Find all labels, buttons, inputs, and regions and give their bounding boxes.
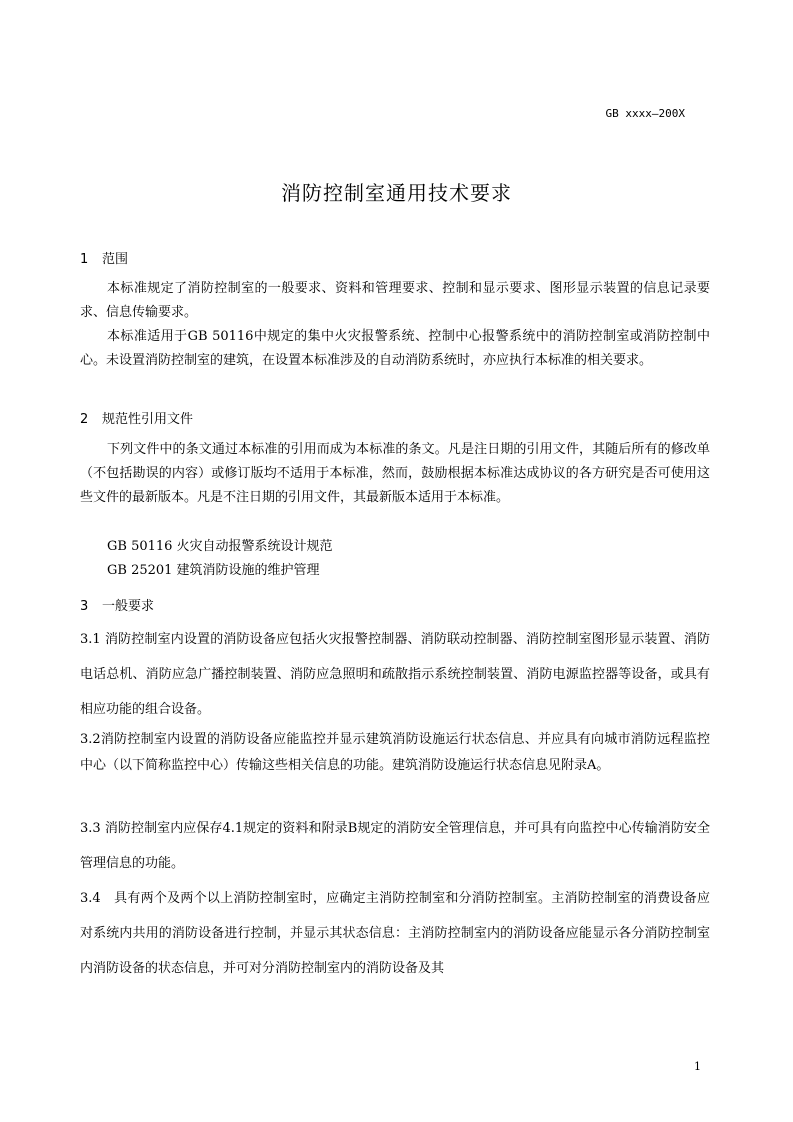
section-number: 1 xyxy=(80,252,89,267)
section-heading-1 xyxy=(80,248,128,267)
clause-3-3: 3.3 消防控制室内应保存4.1规定的资料和附录B规定的消防安全管理信息，并可具有向监控中心传输消防安全管理信息的功能。 xyxy=(80,821,710,871)
reference-item: GB 25201 建筑消防设施的维护管理 xyxy=(107,563,320,578)
clause-3-2: 3.2消防控制室内设置的消防设备应能监控并显示建筑消防设施运行状态信息、并应具有向城市消防远程监控中心（以下简称监控中心）传输这些相关信息的功能。建筑消防设施运行状态信息见附录A。 xyxy=(80,732,710,773)
section-number: 3 xyxy=(80,599,89,614)
page-number: 1 xyxy=(694,1060,701,1073)
section-title: 规范性引用文件 xyxy=(102,412,194,427)
section-title: 范围 xyxy=(102,252,129,267)
clause-3-4: 3.4 具有两个及两个以上消防控制室时，应确定主消防控制室和分消防控制室。主消防控制室的消费设备应对系统内共用的消防设备进行控制，并显示其状态信息：主消防控制室内的消防设备应能显示各分消防控制室内消防设备的状态信息，并可对分消防控制室内的消防设备及其 xyxy=(80,891,710,976)
clause-3-1: 3.1 消防控制室内设置的消防设备应包括火灾报警控制器、消防联动控制器、消防控制室图形显示装置、消防电话总机、消防应急广播控制装置、消防应急照明和疏散指示系统控制装置、消防电源监控器等设备，或具有相应功能的组合设备。 xyxy=(80,632,710,717)
document-code: GB xxxx—200X xyxy=(605,107,685,120)
section-number: 2 xyxy=(80,412,89,427)
section-heading-3 xyxy=(80,595,154,614)
scope-paragraph-2: 本标准适用于GB 50116中规定的集中火灾报警系统、控制中心报警系统中的消防控制室或消防控制中心。未设置消防控制室的建筑，在设置本标准涉及的自动消防系统时，亦应执行本标准的相关要求。 xyxy=(80,329,710,368)
document-title: 消防控制室通用技术要求 xyxy=(281,181,512,205)
references-paragraph: 下列文件中的条文通过本标准的引用而成为本标准的条文。凡是注日期的引用文件，其随后所有的修改单（不包括勘误的内容）或修订版均不适用于本标准，然而，鼓励根据本标准达成协议的各方研究是否可使用这些文件的最新版本。凡是不注日期的引用文件，其最新版本适用于本标准。 xyxy=(80,442,710,505)
section-heading-2 xyxy=(80,408,193,427)
scope-paragraph-1: 本标准规定了消防控制室的一般要求、资料和管理要求、控制和显示要求、图形显示装置的信息记录要求、信息传输要求。 xyxy=(80,281,710,320)
reference-item: GB 50116 火灾自动报警系统设计规范 xyxy=(107,539,333,554)
section-title: 一般要求 xyxy=(102,599,155,614)
